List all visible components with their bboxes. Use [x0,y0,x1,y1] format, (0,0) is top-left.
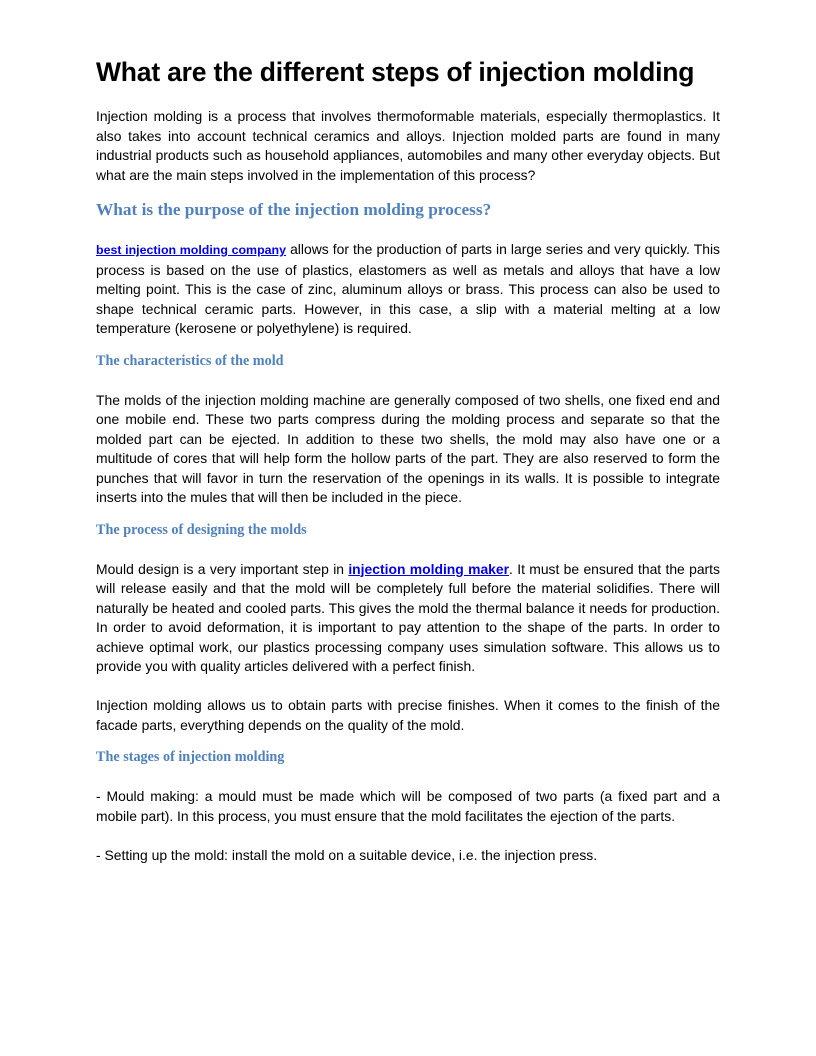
page-title: What are the different steps of injection molding [96,57,695,87]
designing-molds-text-after: . It must be ensured that the parts will release easily and that the mold will be completely full before the material solidifies. There will naturally be heated and cooled parts. This gives the mold the thermal balance it needs for production. In order to avoid deformation, it is important to pay attention to the shape of the parts. In order to achieve optimal work, our plastics processing company uses simulation software. This allows us to provide you with quality articles delivered with a perfect finish. [96,560,720,674]
intro-paragraph: Injection molding is a process that involves thermoformable materials, especially thermoplastics. It also takes into account technical ceramics and alloys. Injection molded parts are found in many industrial products such as household appliances, automobiles and many other everyday objects. But what are the main steps involved in the implementation of this process? [96,108,720,183]
best-injection-molding-company-link[interactable]: best injection molding company [96,243,286,257]
section-heading-purpose: What is the purpose of the injection molding process? [96,200,492,219]
stage-item: - Setting up the mold: install the mold on a suitable device, i.e. the injection press. [96,846,598,863]
purpose-paragraph [96,240,720,339]
section-heading-stages: The stages of injection molding [96,749,285,765]
mold-characteristics-paragraph: The molds of the injection molding machine are generally composed of two shells, one fixed end and one mobile end. These two parts compress during the molding process and separate so that the molded part can be ejected. In addition to these two shells, the mold may also have one or a multitude of cores that will help form the hollow parts of the part. They are also reserved to form the punches that will favor in turn the reservation of the openings in its walls. It is possible to integrate inserts into the mules that will then be included in the piece. [96,391,720,505]
finish-paragraph: Injection molding allows us to obtain parts with precise finishes. When it comes to the finish of the facade parts, everything depends on the quality of the mold. [96,697,720,733]
section-heading-mold-characteristics: The characteristics of the mold [96,352,284,369]
document-page [96,52,720,865]
stage-item: - Mould making: a mould must be made which will be composed of two parts (a fixed part and a mobile part). In this process, you must ensure that the mold facilitates the ejection of the parts. [96,788,720,824]
purpose-paragraph-text: allows for the production of parts in large series and very quickly. This process is based on the use of plastics, elastomers as well as metals and alloys that have a low melting point. This is the case of zinc, aluminum alloys or brass. This process can also be used to shape technical ceramic parts. However, in this case, a slip with a material melting at a low temperature (kerosene or polyethylene) is required. [96,241,720,336]
injection-molding-maker-link[interactable]: injection molding maker [348,560,510,577]
designing-molds-text-before: Mould design is a very important step in [96,560,349,577]
section-heading-designing-molds: The process of designing the molds [96,521,307,538]
designing-molds-paragraph [96,560,720,677]
